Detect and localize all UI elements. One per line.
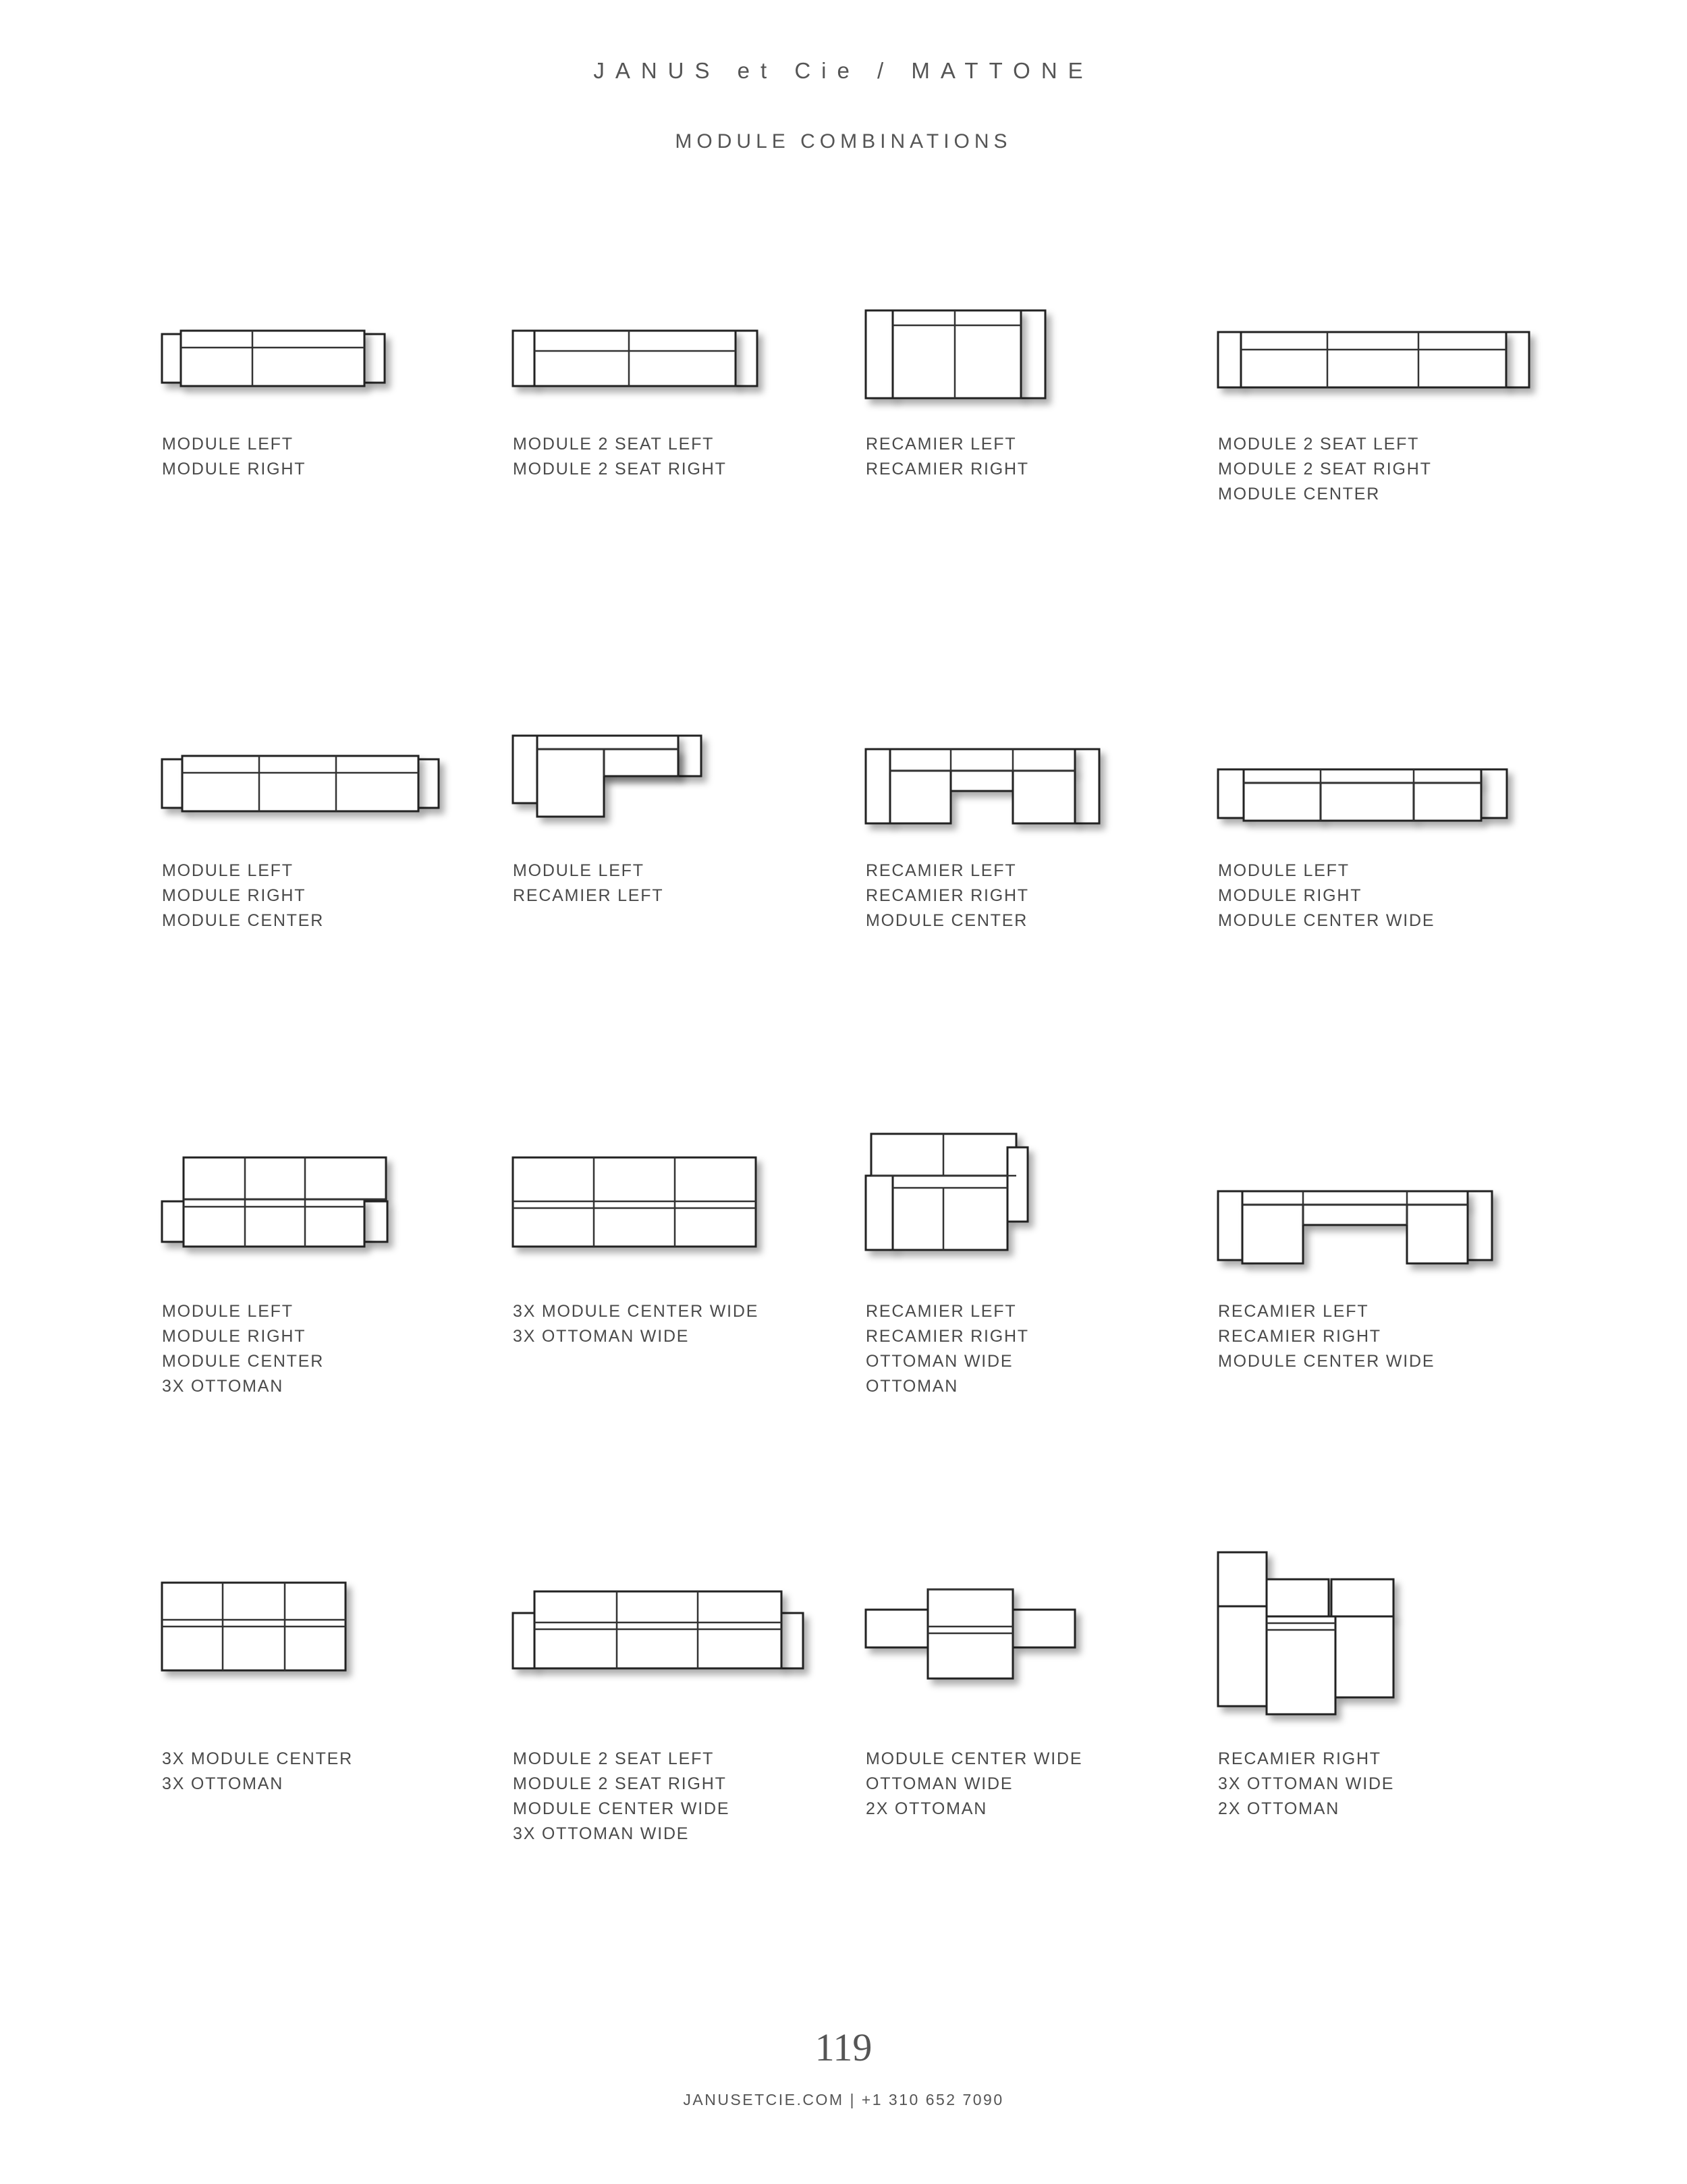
module-piece: [364, 334, 385, 383]
component-name: MODULE CENTER WIDE: [866, 1749, 1083, 1768]
module-piece: [1013, 1610, 1075, 1647]
module-piece: [781, 1613, 803, 1668]
component-name: MODULE LEFT: [162, 1302, 294, 1321]
component-name: 3X MODULE CENTER: [162, 1749, 354, 1768]
module-piece: [1267, 1616, 1335, 1714]
module-piece: [513, 331, 534, 386]
component-name: 3X OTTOMAN: [162, 1377, 284, 1396]
module-piece: [1007, 1147, 1028, 1222]
component-name: RECAMIER RIGHT: [1218, 1327, 1381, 1346]
module-plan-drawing: [866, 1552, 1176, 1714]
module-piece: [1267, 1579, 1329, 1616]
module-piece: [1218, 1191, 1242, 1260]
module-piece: [513, 736, 537, 803]
combination-label: [513, 1747, 729, 1847]
component-name: MODULE RIGHT: [162, 460, 306, 479]
combination-label: [866, 1299, 1029, 1399]
component-name: OTTOMAN: [866, 1377, 959, 1396]
module-piece: [184, 1157, 386, 1199]
component-name: RECAMIER LEFT: [513, 886, 664, 905]
combination-label: [866, 1747, 1082, 1822]
combination-label: [162, 1299, 324, 1399]
module-piece: [1242, 1191, 1468, 1205]
module-piece: [890, 749, 1075, 771]
module-piece: [866, 1176, 893, 1250]
component-name: MODULE 2 SEAT LEFT: [513, 1749, 715, 1768]
module-piece: [162, 334, 181, 383]
module-piece: [893, 1176, 1007, 1250]
module-piece: [1241, 332, 1506, 387]
component-name: MODULE RIGHT: [1218, 886, 1362, 905]
module-plan-drawing: [162, 1552, 472, 1714]
module-piece: [866, 1610, 928, 1647]
module-piece: [182, 756, 418, 811]
component-name: RECAMIER LEFT: [866, 435, 1017, 454]
component-name: MODULE CENTER: [162, 911, 325, 930]
component-name: 3X OTTOMAN WIDE: [1218, 1774, 1395, 1793]
brand-title: JANUS et Cie / MATTONE: [593, 58, 1094, 83]
component-name: RECAMIER RIGHT: [866, 886, 1029, 905]
component-name: MODULE CENTER WIDE: [1218, 1352, 1435, 1371]
module-plan-drawing: [866, 709, 1176, 871]
module-piece: [418, 759, 439, 808]
module-piece: [534, 331, 736, 386]
component-name: MODULE RIGHT: [162, 1327, 306, 1346]
module-piece: [1021, 310, 1045, 398]
module-piece: [1468, 1191, 1492, 1260]
module-piece: [893, 310, 1021, 398]
combination-label: [1218, 432, 1432, 507]
module-piece: [866, 749, 890, 823]
module-piece: [1303, 1205, 1407, 1225]
module-plan-drawing: [1218, 283, 1528, 445]
combination-label: [162, 858, 324, 933]
module-piece: [1331, 1579, 1393, 1616]
module-plan-drawing: [866, 283, 1176, 445]
component-name: RECAMIER LEFT: [866, 861, 1017, 880]
component-name: MODULE CENTER: [866, 911, 1028, 930]
component-name: MODULE 2 SEAT RIGHT: [1218, 460, 1432, 479]
module-plan-drawing: [162, 1134, 472, 1296]
module-piece: [1244, 769, 1481, 783]
combination-label: [866, 858, 1029, 933]
combination-label: [162, 432, 306, 482]
module-piece: [162, 1201, 184, 1242]
module-piece: [513, 1613, 534, 1668]
module-piece: [1506, 332, 1529, 387]
module-plan-drawing: [162, 283, 472, 445]
component-name: OTTOMAN WIDE: [866, 1352, 1014, 1371]
module-piece: [736, 331, 757, 386]
footer-contact: JANUSETCIE.COM | +1 310 652 7090: [683, 2091, 1004, 2108]
component-name: MODULE CENTER: [162, 1352, 325, 1371]
module-piece: [604, 749, 678, 776]
module-plan-drawing: [513, 1552, 823, 1714]
module-plan-drawing: [866, 1134, 1176, 1296]
component-name: MODULE 2 SEAT LEFT: [513, 435, 715, 454]
module-piece: [1218, 332, 1241, 387]
component-name: MODULE 2 SEAT RIGHT: [513, 460, 727, 479]
component-name: RECAMIER RIGHT: [866, 460, 1029, 479]
module-piece: [866, 310, 893, 398]
combination-label: [513, 1299, 758, 1349]
module-plan-drawing: [1218, 1134, 1528, 1296]
component-name: 3X MODULE CENTER WIDE: [513, 1302, 759, 1321]
module-piece: [1481, 769, 1507, 818]
component-name: 3X OTTOMAN: [162, 1774, 284, 1793]
module-piece: [1414, 783, 1481, 821]
component-name: MODULE CENTER WIDE: [513, 1799, 730, 1818]
component-name: MODULE 2 SEAT RIGHT: [513, 1774, 727, 1793]
combination-label: [1218, 1299, 1435, 1374]
module-piece: [678, 736, 701, 776]
module-piece: [890, 771, 951, 823]
module-plan-drawing: [513, 283, 823, 445]
component-name: MODULE LEFT: [1218, 861, 1350, 880]
module-piece: [1244, 783, 1321, 821]
module-plan-drawing: [513, 709, 823, 871]
combination-label: [866, 432, 1029, 482]
module-piece: [1242, 1205, 1303, 1263]
component-name: MODULE RIGHT: [162, 886, 306, 905]
component-name: OTTOMAN WIDE: [866, 1774, 1014, 1793]
module-piece: [181, 331, 364, 386]
component-name: 2X OTTOMAN: [1218, 1799, 1340, 1818]
module-piece: [1335, 1616, 1393, 1697]
combination-label: [162, 1747, 353, 1797]
module-piece: [1321, 783, 1414, 821]
module-plan-drawing: [1218, 1552, 1528, 1714]
component-name: MODULE CENTER: [1218, 485, 1381, 503]
module-piece: [1013, 771, 1075, 823]
component-name: MODULE LEFT: [162, 861, 294, 880]
module-piece: [162, 759, 182, 808]
component-name: RECAMIER RIGHT: [866, 1327, 1029, 1346]
component-name: MODULE CENTER WIDE: [1218, 911, 1435, 930]
module-plan-drawing: [1218, 709, 1528, 871]
module-piece: [1407, 1205, 1468, 1263]
module-piece: [364, 1201, 387, 1242]
section-title: MODULE COMBINATIONS: [675, 130, 1012, 153]
module-plan-drawing: [513, 1134, 823, 1296]
module-piece: [1075, 749, 1099, 823]
component-name: 3X OTTOMAN WIDE: [513, 1824, 690, 1843]
module-plan-drawing: [162, 709, 472, 871]
combination-label: [1218, 1747, 1394, 1822]
module-piece: [537, 749, 604, 817]
combination-label: [513, 432, 727, 482]
module-piece: [1218, 1552, 1267, 1606]
component-name: MODULE 2 SEAT LEFT: [1218, 435, 1420, 454]
combination-label: [1218, 858, 1435, 933]
component-name: 2X OTTOMAN: [866, 1799, 988, 1818]
component-name: 3X OTTOMAN WIDE: [513, 1327, 690, 1346]
combination-label: [513, 858, 663, 908]
component-name: RECAMIER RIGHT: [1218, 1749, 1381, 1768]
component-name: MODULE LEFT: [513, 861, 644, 880]
page-number: 119: [814, 2025, 873, 2069]
component-name: RECAMIER LEFT: [866, 1302, 1017, 1321]
module-piece: [951, 771, 1013, 791]
module-piece: [1218, 1606, 1267, 1706]
component-name: MODULE LEFT: [162, 435, 294, 454]
module-piece: [1218, 769, 1244, 818]
component-name: RECAMIER LEFT: [1218, 1302, 1369, 1321]
